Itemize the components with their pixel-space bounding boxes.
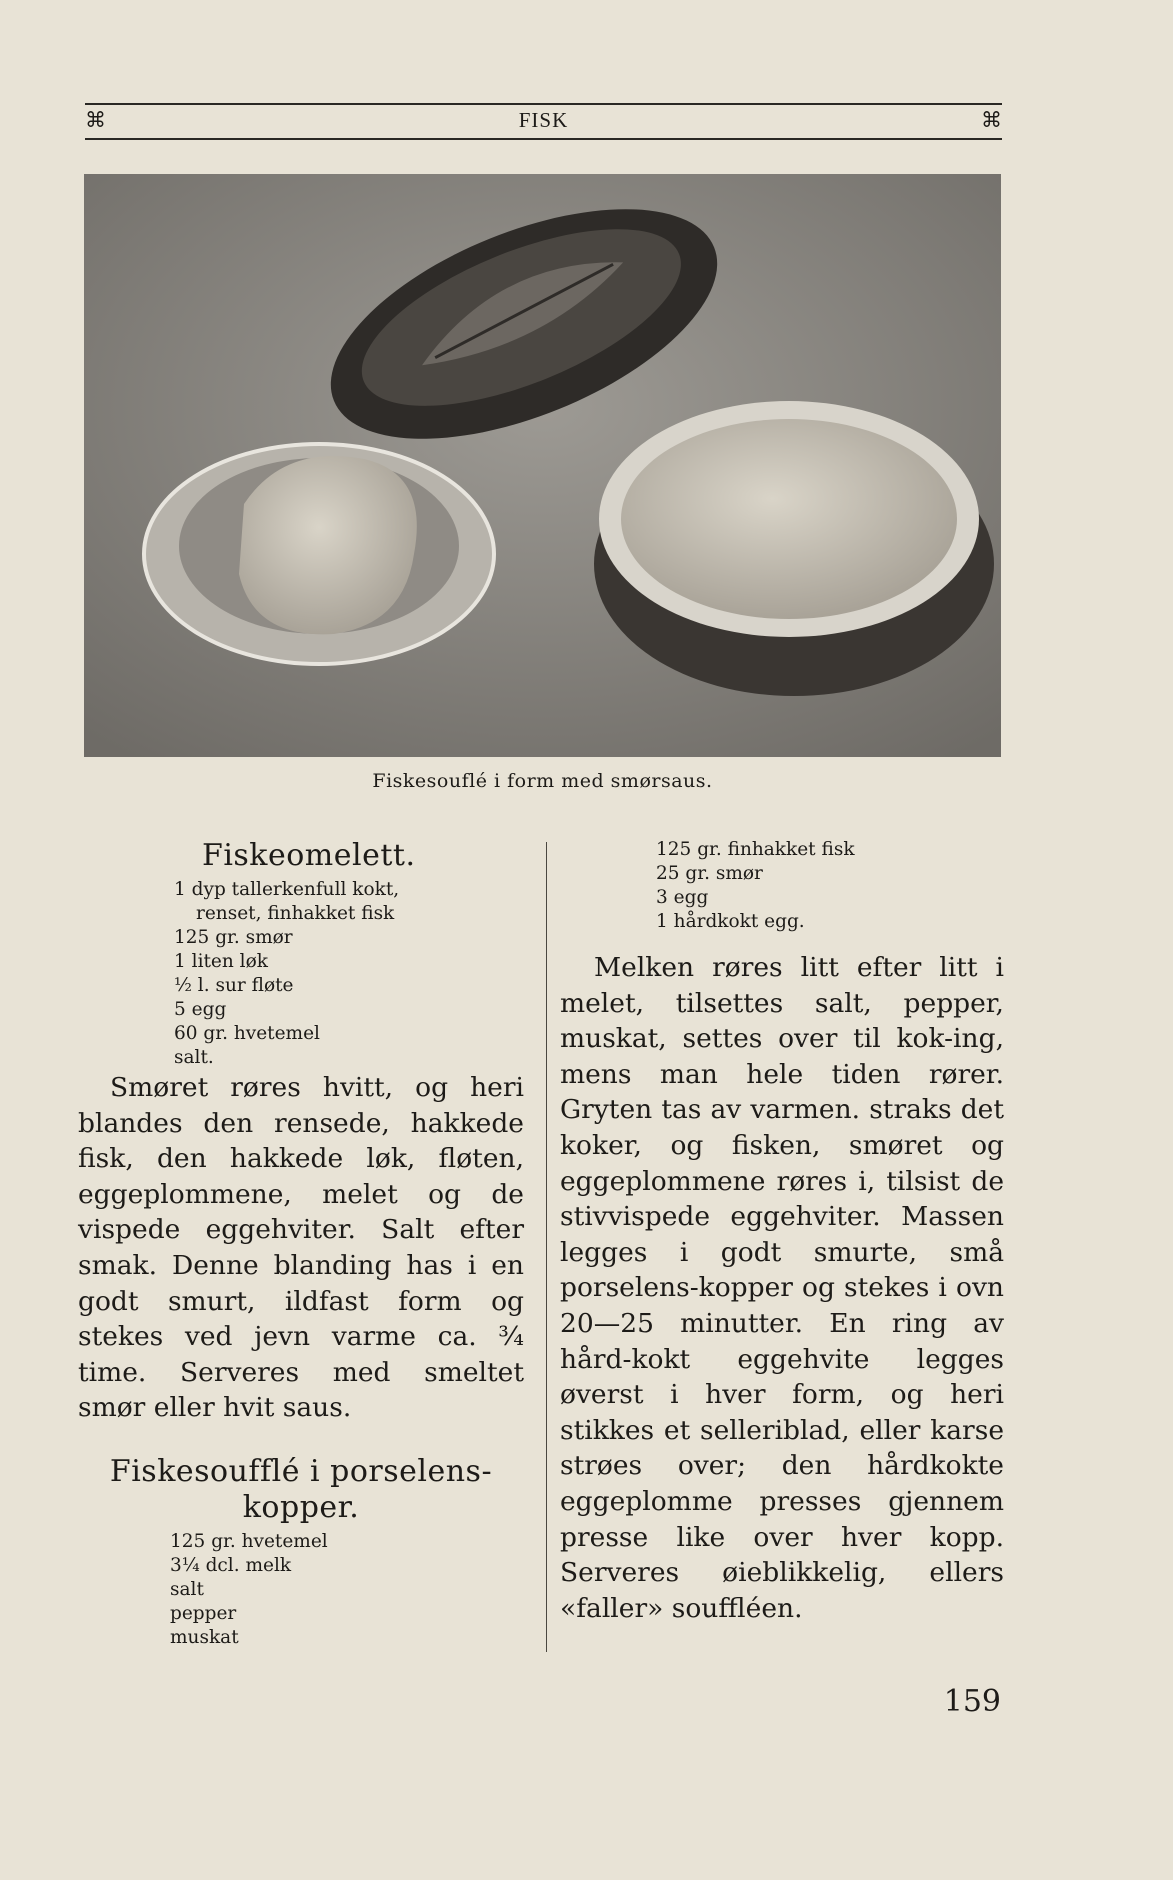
page-number: 159	[943, 1684, 1001, 1719]
recipe1-ingredient-list	[78, 878, 524, 1070]
right-column	[560, 838, 1004, 1626]
column-divider	[546, 842, 547, 1652]
header-rule-top	[85, 103, 1002, 105]
figure-caption: Fiskesouflé i form med smørsaus.	[372, 770, 713, 792]
recipe1-instructions: Smøret røres hvitt, og heri blandes den rensede, hakkede fisk, den hakkede løk, fløten, eggeplommene, melet og de vispede eggehviter. Salt efter smak. Denne blanding has i en godt smurt, ildfast form og stekes ved jevn varme ca. ¾ time. Serveres med smeltet smør eller hvit saus.	[78, 1072, 524, 1424]
baking-dish-shape	[594, 401, 994, 696]
ingredient: 1 dyp tallerkenfull kokt, renset, finhakket fisk	[174, 879, 400, 924]
ingredient: 3 egg	[656, 887, 709, 908]
ingredient: 1 hårdkokt egg.	[656, 911, 805, 932]
ingredient: 25 gr. smør	[656, 863, 763, 884]
ingredient: 5 egg	[174, 999, 227, 1020]
glass-dish-shape	[144, 444, 494, 664]
ingredient: 125 gr. smør	[174, 927, 293, 948]
ingredient: 1 liten løk	[174, 951, 268, 972]
ingredient: salt.	[174, 1047, 214, 1068]
ingredient: muskat	[170, 1626, 239, 1648]
photo-illustration	[84, 174, 1001, 757]
chapter-title: FISK	[518, 108, 569, 132]
ingredient: 125 gr. finhakket fisk	[656, 839, 855, 860]
recipe2-ingredient-list-part2	[560, 838, 1004, 934]
recipe2-instructions: Melken røres litt efter litt i melet, tilsettes salt, pepper, muskat, settes over til kok-ing, mens man hele tiden rører. Gryten tas av varmen. straks det koker, og fisken, smøret og eggeplommene røres i, tilsist de stivvispede eggehviter. Massen legges i godt smurte, små porselens-kopper og stekes i ovn 20—25 minutter. En ring av hård-kokt eggehvite legges øverst i hver form, og heri stikkes et selleriblad, eller karse strøes over; den hårdkokte eggeplomme presses gjennem presse like over hver kopp. Serveres øieblikkelig, ellers «faller» souffléen.	[560, 952, 1004, 1624]
recipe2-title: Fiskesoufflé i porselens-kopper.	[109, 1453, 493, 1525]
ornament-right-icon: ⌘	[981, 108, 1002, 132]
running-header	[85, 98, 1002, 142]
left-column	[78, 838, 524, 1650]
recipe1-title: Fiskeomelett.	[202, 838, 416, 873]
recipe2-ingredient-list-part1	[78, 1530, 524, 1650]
ornament-left-icon: ⌘	[85, 108, 106, 132]
ingredient: 3¼ dcl. melk	[170, 1554, 292, 1576]
ingredient: salt	[170, 1578, 204, 1600]
ingredient: 125 gr. hvetemel	[170, 1530, 328, 1552]
ingredient: pepper	[170, 1602, 237, 1624]
header-rule-bottom	[85, 138, 1002, 140]
ingredient: ½ l. sur fløte	[174, 975, 294, 996]
dish-photograph	[84, 174, 1001, 757]
ingredient: 60 gr. hvetemel	[174, 1023, 320, 1044]
